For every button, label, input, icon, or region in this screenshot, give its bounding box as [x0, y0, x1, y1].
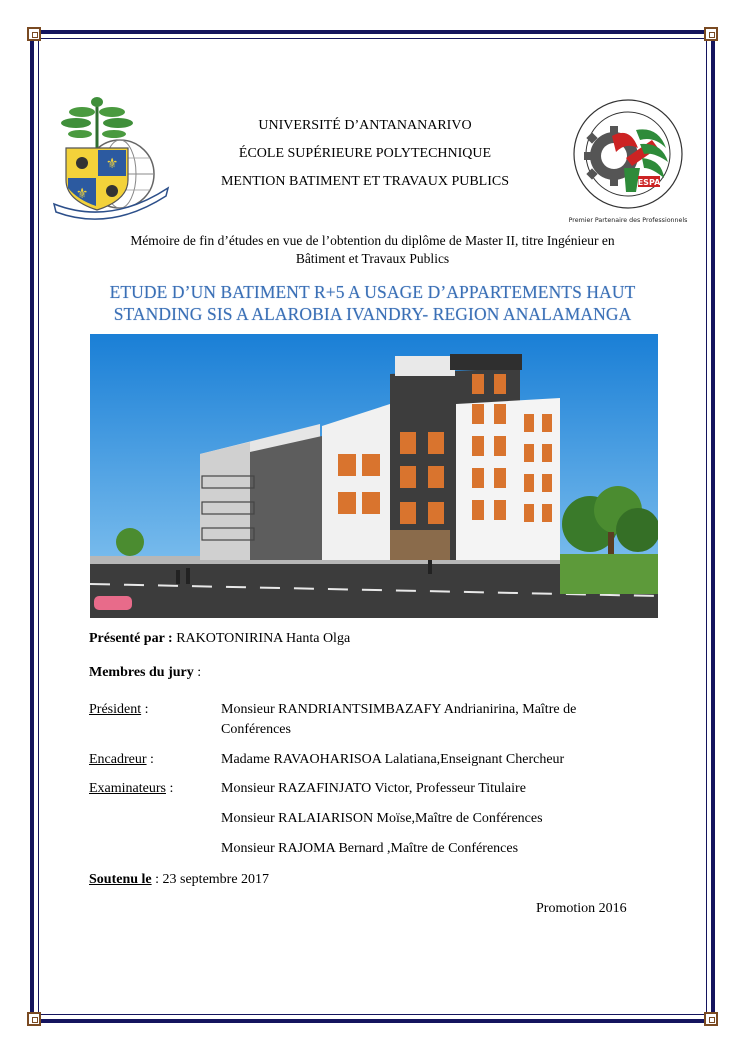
border-corner-ornament — [704, 1012, 718, 1026]
defense-label: Soutenu le — [89, 872, 152, 887]
border-corner-ornament — [704, 27, 718, 41]
department-name: MENTION BATIMENT ET TRAVAUX PUBLICS — [220, 174, 510, 189]
examinateurs-label: Examinateurs — [89, 781, 166, 796]
president-name-line-1: Monsieur RANDRIANTSIMBAZAFY Andrianirina, Maître de — [221, 702, 577, 717]
presented-by-label: Présenté par : — [89, 631, 173, 646]
defense-date — [89, 872, 269, 888]
thesis-title-line-2: STANDING SIS A ALAROBIA IVANDRY- REGION ANALAMANGA — [113, 304, 632, 324]
school-name: ÉCOLE SUPÉRIEURE POLYTECHNIQUE — [238, 146, 492, 161]
svg-text:⚜: ⚜ — [75, 186, 89, 202]
encadreur-label: Encadreur — [89, 752, 147, 767]
encadreur-role — [89, 752, 154, 768]
president-colon: : — [141, 702, 149, 717]
university-name: UNIVERSITÉ D’ANTANANARIVO — [258, 118, 472, 133]
svg-text:⚜: ⚜ — [105, 156, 119, 172]
presented-by — [89, 631, 350, 647]
examinateur-2: Monsieur RALAIARISON Moïse,Maître de Conférences — [221, 811, 543, 826]
jury-heading-label: Membres du jury — [89, 665, 194, 680]
jury-heading-colon: : — [193, 665, 202, 680]
border-corner-ornament — [27, 1012, 41, 1026]
encadreur-name: Madame RAVAOHARISOA Lalatiana,Enseignant Chercheur — [221, 752, 565, 767]
promotion-year: Promotion 2016 — [536, 901, 627, 916]
jury-heading — [89, 665, 201, 681]
espa-caption: Premier Partenaire des Professionnels — [568, 217, 688, 224]
author-name: RAKOTONIRINA Hanta Olga — [176, 631, 351, 646]
border-corner-ornament — [27, 27, 41, 41]
thesis-title — [90, 281, 655, 325]
espa-logo — [566, 96, 690, 228]
examinateurs-role — [89, 781, 173, 797]
defense-date-value: : 23 septembre 2017 — [151, 872, 270, 887]
president-name-line-2: Conférences — [221, 722, 291, 737]
espa-abbrev: ESPA — [637, 178, 661, 187]
president-role — [89, 702, 149, 718]
memoire-line-2: Bâtiment et Travaux Publics — [295, 251, 450, 266]
examinateur-1: Monsieur RAZAFINJATO Victor, Professeur Titulaire — [221, 781, 526, 796]
memoire-line-1: Mémoire de fin d’études en vue de l’obtention du diplôme de Master II, titre Ingénieur en — [130, 233, 615, 248]
memoire-description — [70, 232, 675, 268]
encadreur-colon: : — [146, 752, 154, 767]
examinateurs-colon: : — [165, 781, 174, 796]
examinateur-3: Monsieur RAJOMA Bernard ,Maître de Conférences — [221, 841, 519, 856]
building-rendering-image — [90, 334, 658, 618]
president-label: Président — [89, 702, 142, 717]
thesis-title-line-1: ETUDE D’UN BATIMENT R+5 A USAGE D’APPARTEMENTS HAUT — [109, 282, 636, 302]
